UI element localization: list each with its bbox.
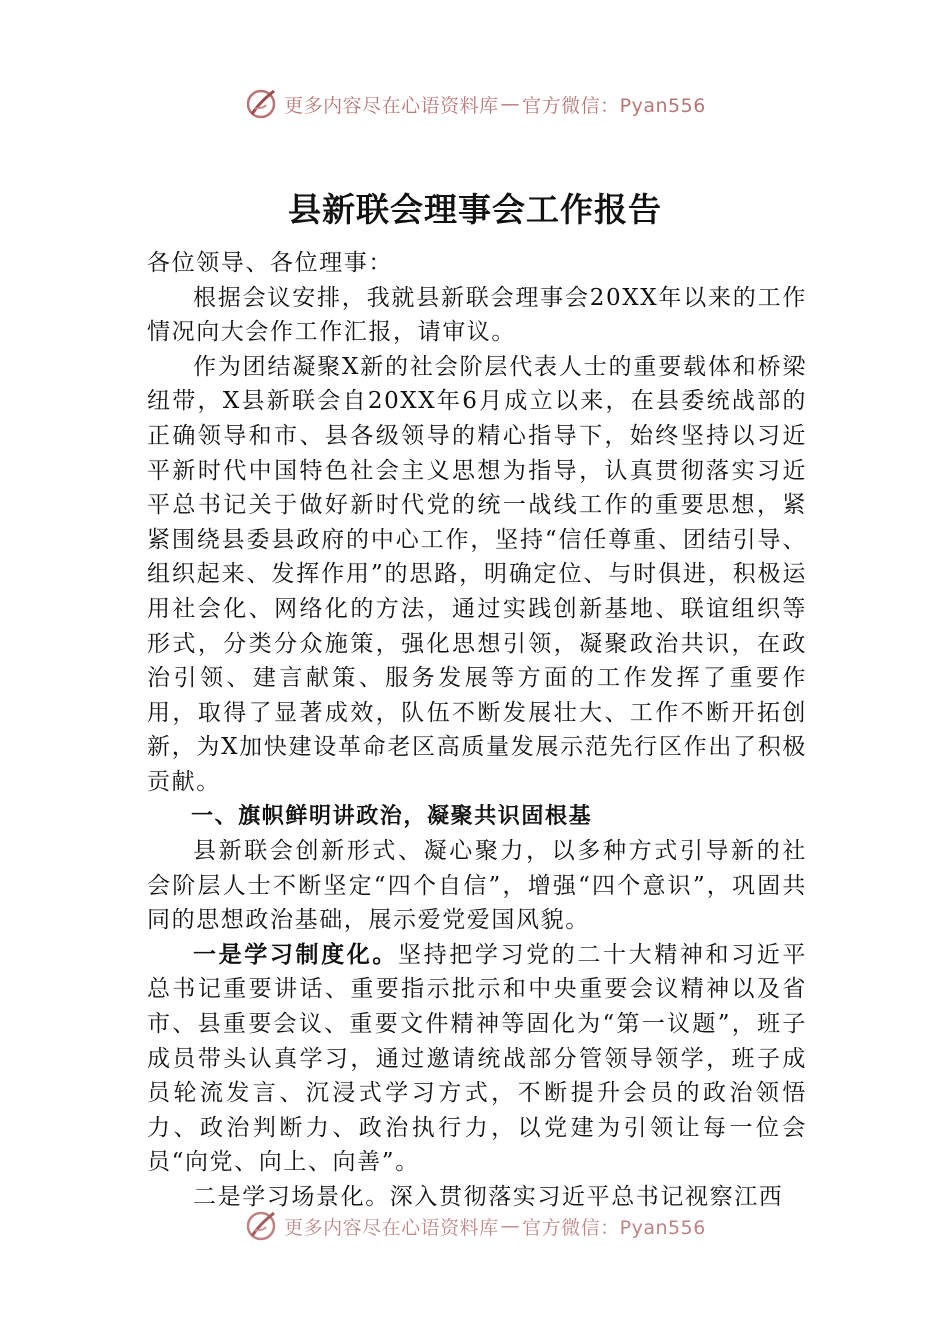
item-study-scenario: 二是学习场景化。深入贯彻落实习近平总书记视察江西 <box>193 1184 784 1211</box>
brush-logo-icon <box>244 1209 278 1243</box>
section-intro: 县新联会创新形式、凝心聚力，以多种方式引导新的社会阶层人士不断坚定“四个自信”，增强“四个意识”，巩固共同的思想政治基础，展示爱党爱国风貌。 <box>147 838 807 934</box>
document-title: 县新联会理事会工作报告 <box>288 190 662 229</box>
salutation: 各位领导、各位理事： <box>147 250 393 276</box>
document-body <box>147 246 807 1215</box>
watermark-wechat: 官方微信：Pyan556 <box>522 94 706 117</box>
watermark-text: 更多内容尽在心语资料库 <box>284 1216 499 1239</box>
watermark-footer <box>0 1206 950 1246</box>
watermark-separator: — <box>500 93 521 115</box>
section-heading: 一、旗帜鲜明讲政治，凝聚共识固根基 <box>191 803 593 829</box>
brush-logo-icon <box>244 87 278 121</box>
paragraph-overview: 作为团结凝聚X新的社会阶层代表人士的重要载体和桥梁纽带，X县新联会自20XX年6月成立以来，在县委统战部的正确领导和市、县各级领导的精心指导下，始终坚持以习近平新时代中国特色社会主义思想为指导，认真贯彻落实习近平总书记关于做好新时代党的统一战线工作的重要思想，紧紧围绕县委县政府的中心工作，坚持“信任尊重、团结引导、组织起来、发挥作用”的思路，明确定位、与时俱进，积极运用社会化、网络化的方法，通过实践创新基地、联谊组织等形式，分类分众施策，强化思想引领，凝聚政治共识，在政治引领、建言献策、服务发展等方面的工作发挥了重要作用，取得了显著成效，队伍不断发展壮大、工作不断开拓创新，为X加快建设革命老区高质量发展示范先行区作出了积极贡献。 <box>147 353 807 795</box>
item-lead: 一是学习制度化。 <box>193 940 399 968</box>
item-body: 坚持把学习党的二十大精神和习近平总书记重要讲话、重要指示批示和中央重要会议精神以及省市、县重要会议、重要文件精神等固化为“第一议题”，班子成员带头认真学习，通过邀请统战部分管领导领学，班子成员轮流发言、沉浸式学习方式，不断提升会员的政治领悟力、政治判断力、政治执行力，以党建为引领让每一位会员“向党、向上、向善”。 <box>147 941 807 1176</box>
watermark-text: 更多内容尽在心语资料库 <box>284 94 499 117</box>
item-study-institutionalization <box>147 938 807 1180</box>
watermark-header <box>0 84 950 124</box>
watermark-wechat: 官方微信：Pyan556 <box>522 1216 706 1239</box>
watermark-separator: — <box>500 1215 521 1237</box>
paragraph-opening: 根据会议安排，我就县新联会理事会20XX年以来的工作情况向大会作工作汇报，请审议。 <box>147 284 807 346</box>
